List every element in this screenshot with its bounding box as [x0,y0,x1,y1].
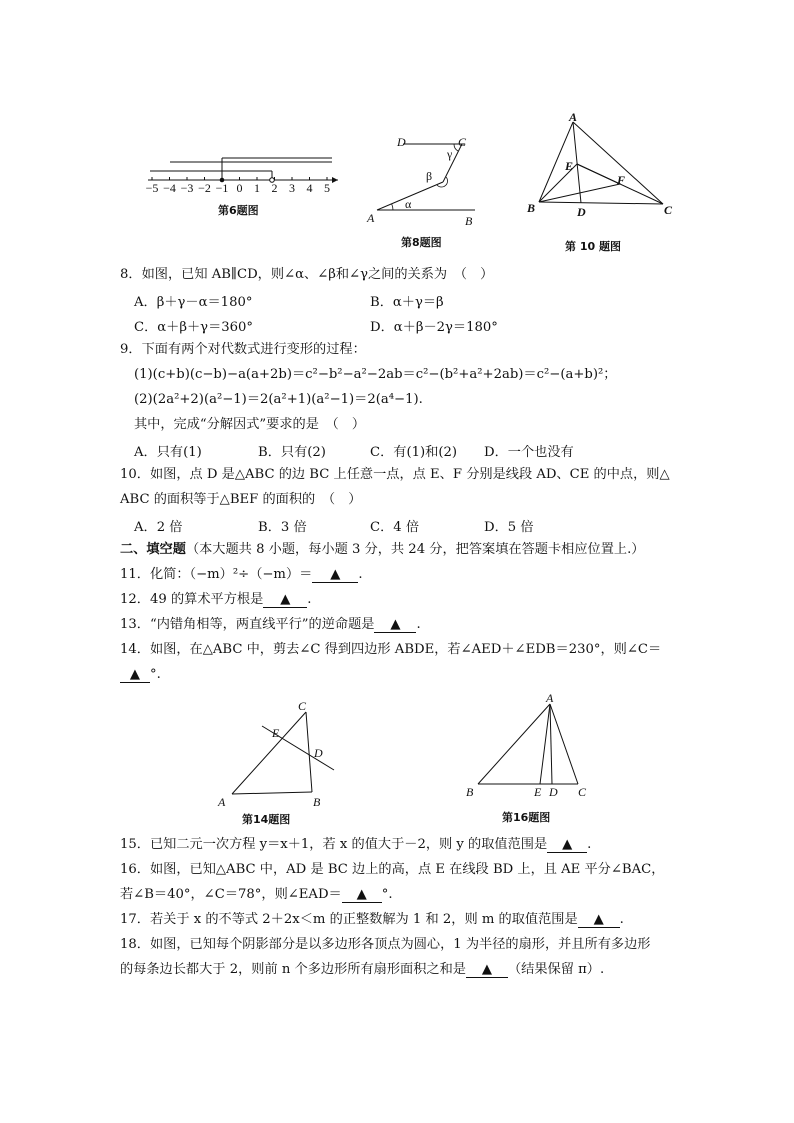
q10-option-b: B．3 倍 [258,520,307,535]
fig10-label-E: E [565,159,574,173]
q15 [120,836,591,854]
q12-answer-blank[interactable]: ▲ [263,593,307,608]
q13-period: . [416,617,421,632]
fig10-label-F: F [617,173,626,187]
section-2-note: （本大题共 8 小题，每小题 3 分，共 24 分，把答案填在答题卡相应位置上.） [185,542,645,557]
q17-answer-blank[interactable]: ▲ [578,913,620,928]
q15-period: . [587,837,592,852]
fig8-label-A: A [367,211,375,225]
parallel-lines-diagram [365,130,495,230]
fig10-label-A: A [569,110,578,124]
fig14-label-C: C [298,699,307,713]
fig8-label-B: B [465,214,473,228]
figure-14 [214,696,344,826]
fig16-label-D: D [549,785,558,799]
fig10-label-D: D [577,205,586,219]
fig16-label-A: A [546,691,554,705]
q17 [120,911,624,929]
q16-answer-blank[interactable]: ▲ [342,888,382,903]
q11 [120,566,363,584]
q8-option-d: D．α＋β－2γ＝180° [370,320,498,335]
figure-16-caption: 第16题图 [502,811,551,824]
fig8-label-alpha: α [405,197,412,211]
figure-8-caption: 第8题图 [401,236,442,249]
q9-line3: 其中，完成“分解因式”要求的是 （ ） [134,417,366,432]
number-line-tick-label: 2 [271,181,278,195]
q12 [120,591,311,609]
number-line-tick-label: −5 [145,181,159,195]
figure-6-caption: 第6题图 [218,204,259,217]
fig8-label-C: C [458,135,467,149]
figure-6 [140,150,350,217]
q8-stem: 8．如图，已知 AB∥CD，则∠α、∠β和∠γ之间的关系为 （ ） [120,267,494,282]
number-line-tick-label: 5 [324,181,330,195]
q16-line1: 16．如图，已知△ABC 中，AD 是 BC 边上的高，点 E 在线段 BD 上，且 AE 平分∠BAC， [120,862,665,877]
q15-answer-blank[interactable]: ▲ [547,838,587,853]
q18-line1: 18．如图，已知每个阴影部分是以多边形各顶点为圆心，1 为半径的扇形，并且所有多边形 [120,937,651,952]
q15-text: 15．已知二元一次方程 y＝x＋1，若 x 的值大于－2，则 y 的取值范围是 [120,837,548,852]
q12-period: . [307,592,312,607]
fig10-label-C: C [664,203,673,217]
q8-option-a: A．β＋γ－α＝180° [134,295,253,310]
q9-option-d: D．一个也没有 [484,445,574,460]
fig14-label-B: B [313,795,321,809]
q11-answer-blank[interactable]: ▲ [312,568,358,583]
fig14-label-D: D [314,746,323,760]
q18-line2 [120,961,604,979]
q10-stem-line2: ABC 的面积等于△BEF 的面积的 （ ） [120,492,362,507]
q14-answer-blank[interactable]: ▲ [120,668,150,683]
q9-option-c: C．有(1)和(2) [370,445,458,460]
altitude-bisector-diagram [462,692,602,802]
q12-text: 12．49 的算术平方根是 [120,592,264,607]
q8-option-c: C．α＋β＋γ＝360° [134,320,254,335]
figure-8 [365,130,495,249]
q14-line2 [120,666,161,684]
fig16-label-B: B [466,785,474,799]
q16-text: 若∠B＝40°，∠C＝78°，则∠EAD＝ [120,887,342,902]
number-line-tick-label: 3 [289,181,295,195]
number-line-diagram [140,150,350,195]
section-2-header [120,541,644,559]
fig16-label-E: E [534,785,542,799]
q11-period: . [358,567,363,582]
fig14-label-E: E [272,726,280,740]
q10-option-d: D．5 倍 [484,520,534,535]
number-line-tick-label: 1 [254,181,260,195]
q17-text: 17．若关于 x 的不等式 2＋2x＜m 的正整数解为 1 和 2，则 m 的取值范围是 [120,912,578,927]
q18-text: 的每条边长都大于 2，则前 n 个多边形所有扇形面积之和是 [120,962,466,977]
q16-line2 [120,886,393,904]
q9-option-a: A．只有(1) [134,445,202,460]
number-line-tick-label: 0 [236,181,243,195]
q10-option-c: C．4 倍 [370,520,420,535]
fig8-label-D: D [397,135,406,149]
q14-degree: °. [150,667,161,682]
q14-line1: 14．如图，在△ABC 中，剪去∠C 得到四边形 ABDE，若∠AED＋∠EDB＝230°，则∠C＝ [120,642,662,657]
figure-14-caption: 第14题图 [242,813,291,826]
figure-10-caption: 第 10 题图 [565,240,621,253]
fig10-label-B: B [527,201,536,215]
q9-line1: (1)(c+b)(c−b)−a(a+2b)＝c²−b²−a²−2ab＝c²−(b²+a²+2ab)＝c²−(a+b)²； [134,367,617,382]
q10-option-a: A．2 倍 [134,520,183,535]
q18-answer-blank[interactable]: ▲ [466,963,508,978]
number-line-tick-label: −3 [180,181,194,195]
figure-10 [527,110,677,253]
section-2-title: 二、填空题 [120,542,186,557]
q18-note: （结果保留 π）. [507,962,605,977]
fig14-label-A: A [218,795,226,809]
q9-option-b: B．只有(2) [258,445,326,460]
number-line-tick-label: 4 [306,181,313,195]
cut-triangle-diagram [214,696,344,809]
number-line-tick-label: −1 [215,181,229,195]
q17-period: . [619,912,624,927]
number-line-tick-label: −2 [198,181,211,195]
figure-16 [462,691,602,824]
number-line-tick-label: −4 [163,181,176,195]
fig16-label-C: C [578,785,587,799]
q11-text: 11．化简：（−m）²÷（−m）＝ [120,567,313,582]
triangle-midpoint-diagram [527,112,677,222]
q10-stem-line1: 10．如图，点 D 是△ABC 的边 BC 上任意一点，点 E、F 分别是线段 AD、CE 的中点，则△ [120,467,670,482]
q13 [120,616,421,634]
fig8-label-gamma: γ [447,147,453,161]
fig8-label-beta: β [426,169,433,183]
q13-text: 13．“内错角相等，两直线平行”的逆命题是 [120,617,375,632]
q13-answer-blank[interactable]: ▲ [374,618,416,633]
q16-degree: °. [381,887,393,902]
q8-option-b: B．α＋γ＝β [370,295,444,310]
q9-line2: (2)(2a²+2)(a²−1)＝2(a²+1)(a²−1)＝2(a⁴−1). [134,392,423,407]
q9-stem: 9．下面有两个对代数式进行变形的过程： [120,342,366,357]
